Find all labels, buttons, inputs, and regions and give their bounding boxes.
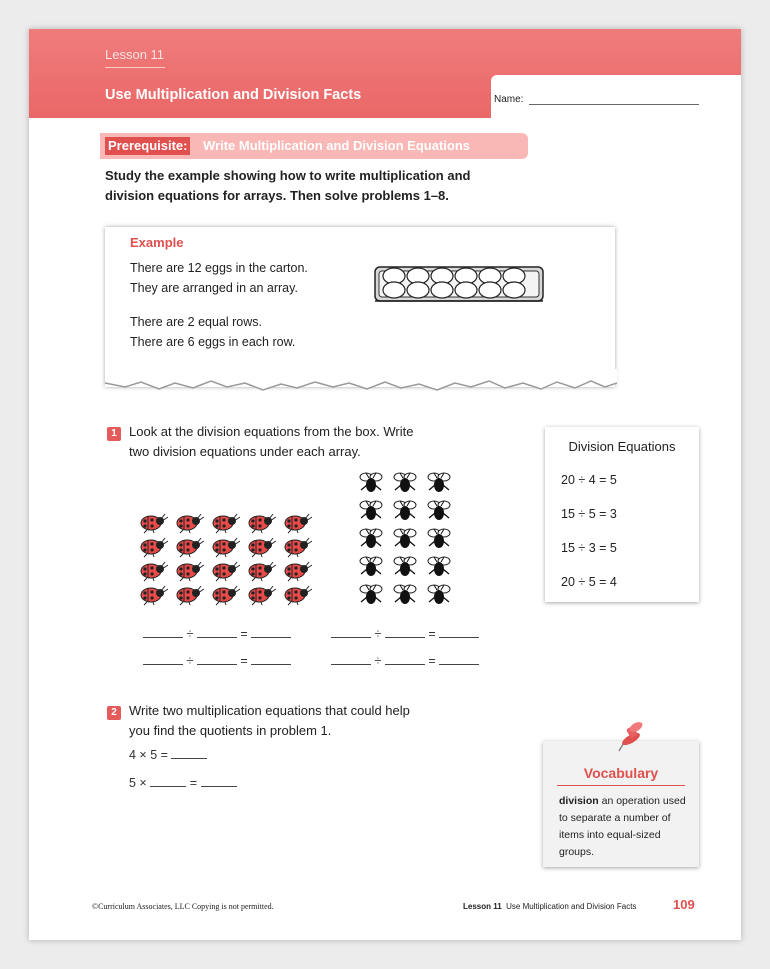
blank[interactable]	[171, 748, 207, 759]
division-equation-1: 20 ÷ 4 = 5	[561, 473, 617, 487]
mult-equation-2-prefix: 5 ×	[129, 776, 147, 790]
page-number: 109	[673, 897, 695, 912]
example-box	[105, 227, 615, 387]
lesson-title: Use Multiplication and Division Facts	[105, 87, 362, 103]
eq-sign: =	[428, 654, 436, 668]
blank[interactable]	[197, 654, 237, 665]
example-line-1: There are 12 eggs in the carton.	[130, 261, 308, 275]
division-equations-box	[545, 427, 699, 602]
torn-edge	[105, 369, 617, 397]
copyright-notice: ©Curriculum Associates, LLC Copying is not permitted.	[92, 902, 274, 911]
blank[interactable]	[197, 627, 237, 638]
bee-equation-1[interactable]	[331, 627, 479, 641]
mult-equation-2[interactable]	[129, 776, 237, 790]
blank[interactable]	[439, 627, 479, 638]
ladybug-array	[135, 509, 325, 609]
vocabulary-title: Vocabulary	[583, 765, 659, 781]
ladybug-rows	[141, 514, 312, 605]
mult-equation-1-prefix: 4 × 5 =	[129, 748, 168, 762]
vocabulary-box	[543, 741, 699, 867]
ladybug-equation-1[interactable]	[143, 627, 291, 641]
eq-sign: =	[240, 627, 248, 641]
blank[interactable]	[143, 627, 183, 638]
mult-equation-1[interactable]	[129, 748, 207, 762]
vocabulary-definition-text: an operation used to separate a number of items into equal-sized groups.	[559, 795, 686, 858]
instructions-line-1: Study the example showing how to write multiplication and	[105, 168, 471, 183]
worksheet-page	[29, 29, 741, 940]
name-label: Name:	[494, 94, 524, 105]
blank[interactable]	[385, 654, 425, 665]
problem-2-line-1: Write two multiplication equations that could help	[129, 703, 410, 718]
eq-sign: =	[189, 776, 198, 790]
blank[interactable]	[331, 627, 371, 638]
instructions	[105, 166, 545, 206]
footer-lesson-ref	[463, 902, 636, 911]
blank[interactable]	[331, 654, 371, 665]
bee-rows	[360, 473, 450, 604]
blank[interactable]	[251, 654, 291, 665]
example-line-2: They are arranged in an array.	[130, 281, 298, 295]
division-equations-title: Division Equations	[568, 439, 676, 454]
vocabulary-definition	[559, 793, 689, 861]
blank[interactable]	[385, 627, 425, 638]
footer-lesson-number: Lesson 11	[463, 902, 502, 911]
problem-1-line-2: two division equations under each array.	[129, 444, 361, 459]
eq-sign: =	[428, 627, 436, 641]
name-field[interactable]	[529, 104, 699, 105]
ladybug-equation-2[interactable]	[143, 654, 291, 668]
div-sign: ÷	[186, 654, 194, 668]
pushpin-icon	[615, 719, 645, 753]
example-line-4: There are 6 eggs in each row.	[130, 335, 296, 349]
footer-lesson-title: Use Multiplication and Division Facts	[506, 902, 637, 911]
prerequisite-tag: Prerequisite:	[105, 137, 190, 155]
name-notch	[491, 75, 741, 118]
blank[interactable]	[439, 654, 479, 665]
bee-equation-2[interactable]	[331, 654, 479, 668]
div-sign: ÷	[374, 627, 382, 641]
div-sign: ÷	[374, 654, 382, 668]
blank[interactable]	[143, 654, 183, 665]
blank[interactable]	[251, 627, 291, 638]
blank[interactable]	[201, 776, 237, 787]
blank[interactable]	[150, 776, 186, 787]
example-title: Example	[130, 235, 184, 250]
lesson-number: Lesson 11	[105, 47, 165, 62]
division-equation-3: 15 ÷ 3 = 5	[561, 541, 617, 555]
vocabulary-term: division	[559, 795, 599, 807]
vocabulary-divider	[557, 785, 685, 786]
problem-2-text	[129, 701, 410, 741]
lesson-divider	[105, 67, 165, 68]
problem-2-line-2: you find the quotients in problem 1.	[129, 723, 332, 738]
problem-1-text	[129, 422, 413, 462]
problem-1-badge: 1	[107, 427, 121, 441]
prerequisite-title: Write Multiplication and Division Equations	[203, 138, 470, 153]
instructions-line-2: division equations for arrays. Then solve problems 1–8.	[105, 188, 449, 203]
division-equation-2: 15 ÷ 5 = 3	[561, 507, 617, 521]
bee-array	[355, 469, 455, 609]
div-sign: ÷	[186, 627, 194, 641]
example-line-3: There are 2 equal rows.	[130, 315, 263, 329]
problem-1-line-1: Look at the division equations from the box. Write	[129, 424, 414, 439]
egg-carton-image	[373, 259, 545, 305]
division-equation-4: 20 ÷ 5 = 4	[561, 575, 617, 589]
eq-sign: =	[240, 654, 248, 668]
problem-2-badge: 2	[107, 706, 121, 720]
